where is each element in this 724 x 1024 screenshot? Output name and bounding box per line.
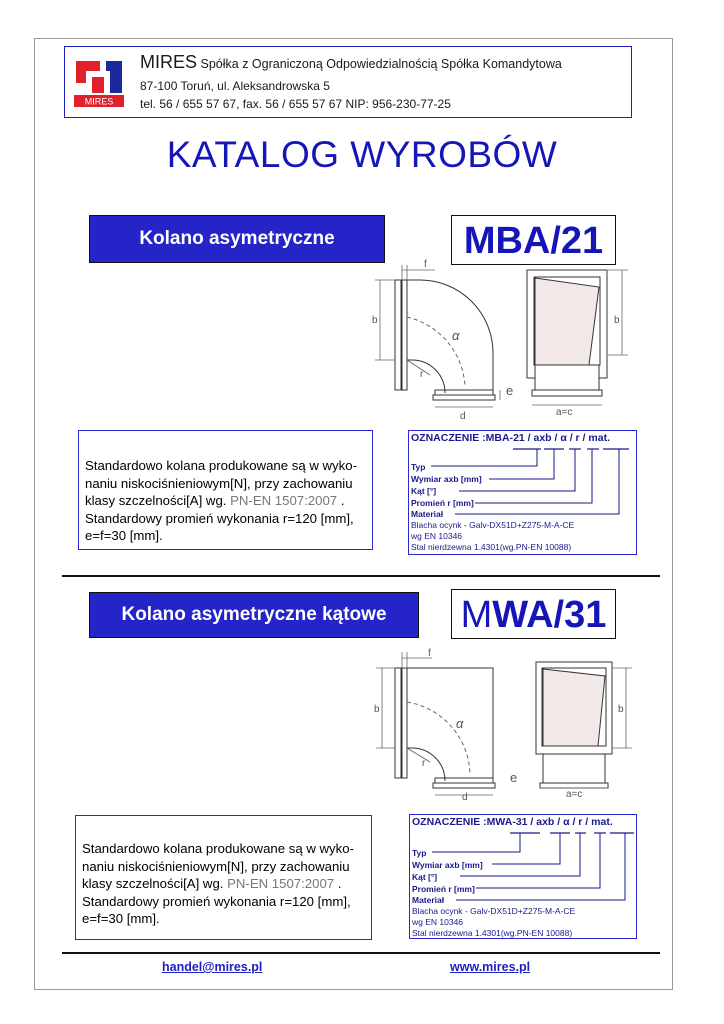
label-wymiar: Wymiar axb [mm] — [411, 474, 482, 484]
product-code-1: MBA/21 — [451, 215, 616, 265]
dim-alpha-1: α — [452, 328, 460, 343]
dim-f-1: f — [424, 259, 427, 270]
label-typ: Typ — [412, 848, 427, 858]
dim-alpha-2: α — [456, 716, 464, 731]
dim-b-front-1: b — [614, 315, 620, 326]
footer-divider — [62, 952, 660, 954]
material-3: Stal nierdzewna 1.4301(wg.PN-EN 10088) — [411, 542, 572, 552]
dim-d-2: d — [462, 792, 468, 803]
dim-b-2: b — [374, 704, 380, 715]
label-promien: Promień r [mm] — [412, 884, 475, 894]
material-1: Blacha ocynk - Galv-DX51D+Z275-M-A-CE — [411, 520, 575, 530]
section-divider — [62, 575, 660, 577]
technical-drawing-2 — [360, 640, 650, 805]
mires-logo — [70, 53, 128, 109]
label-promien: Promień r [mm] — [411, 498, 474, 508]
company-contact: tel. 56 / 655 57 67, fax. 56 / 655 57 67 NIP: 956-230-77-25 — [140, 97, 451, 111]
material-2: wg EN 10346 — [411, 531, 463, 541]
product-name-1: Kolano asymetryczne — [89, 215, 385, 263]
dim-f-2: f — [428, 648, 431, 659]
designation-box-1 — [408, 430, 637, 555]
label-typ: Typ — [411, 462, 426, 472]
desc-line: klasy szczelności[A] wg. PN-EN 1507:2007 . — [85, 493, 345, 508]
desc-line: naniu niskociśnieniowym[N], przy zachowaniu — [85, 475, 353, 491]
desc-line: Standardowo kolana produkowane są w wyko- — [82, 841, 354, 856]
dim-e-2: e — [510, 770, 518, 785]
desc-line: Standardowo kolana produkowane są w wyko- — [85, 458, 357, 473]
company-address: 87-100 Toruń, ul. Aleksandrowska 5 — [140, 79, 330, 93]
company-type: Spółka z Ograniczoną Odpowiedzialnością Spółka Komandytowa — [200, 57, 562, 71]
catalog-title: KATALOG WYROBÓW — [166, 134, 558, 175]
material-2: wg EN 10346 — [412, 917, 464, 927]
designation-box-2 — [409, 814, 637, 939]
product-description-2 — [75, 815, 372, 940]
spec-header-2: OZNACZENIE :MWA-31 / axb / α / r / mat. — [412, 816, 613, 828]
dim-b-1: b — [372, 315, 378, 326]
dim-e-1: e — [506, 383, 514, 398]
dim-ac-1: a=c — [556, 407, 573, 418]
label-kat: Kąt [°] — [412, 872, 438, 882]
label-material: Materiał — [411, 509, 444, 519]
dim-b-front-2: b — [618, 704, 624, 715]
desc-line: Standardowy promień wykonania r=120 [mm], — [82, 893, 351, 909]
desc-line: klasy szczelności[A] wg. PN-EN 1507:2007 . — [82, 876, 342, 891]
dim-r-1: r — [420, 369, 424, 380]
dim-ac-2: a=c — [566, 789, 583, 800]
desc-line: Standardowy promień wykonania r=120 [mm], — [85, 510, 354, 526]
email-link[interactable]: handel@mires.pl — [162, 960, 263, 974]
company-line — [140, 52, 562, 73]
desc-line: naniu niskociśnieniowym[N], przy zachowaniu — [82, 858, 350, 874]
desc-line: e=f=30 [mm]. — [85, 528, 163, 543]
product-code-2: MWA/31 — [451, 589, 616, 639]
label-material: Materiał — [412, 895, 445, 905]
label-wymiar: Wymiar axb [mm] — [412, 860, 483, 870]
technical-drawing-1 — [360, 255, 650, 420]
logo-text: MIRES — [84, 96, 114, 107]
website-link[interactable]: www.mires.pl — [450, 960, 531, 974]
material-3: Stal nierdzewna 1.4301(wg.PN-EN 10088) — [412, 928, 573, 938]
dim-r-2: r — [422, 758, 426, 769]
material-1: Blacha ocynk - Galv-DX51D+Z275-M-A-CE — [412, 906, 576, 916]
product-name-2: Kolano asymetryczne kątowe — [89, 592, 419, 638]
label-kat: Kąt [°] — [411, 486, 437, 496]
dim-d-1: d — [460, 411, 466, 420]
product-description-1 — [78, 430, 373, 550]
spec-header-1: OZNACZENIE :MBA-21 / axb / α / r / mat. — [411, 432, 610, 444]
desc-line: e=f=30 [mm]. — [82, 911, 160, 926]
company-name: MIRES — [140, 52, 198, 72]
